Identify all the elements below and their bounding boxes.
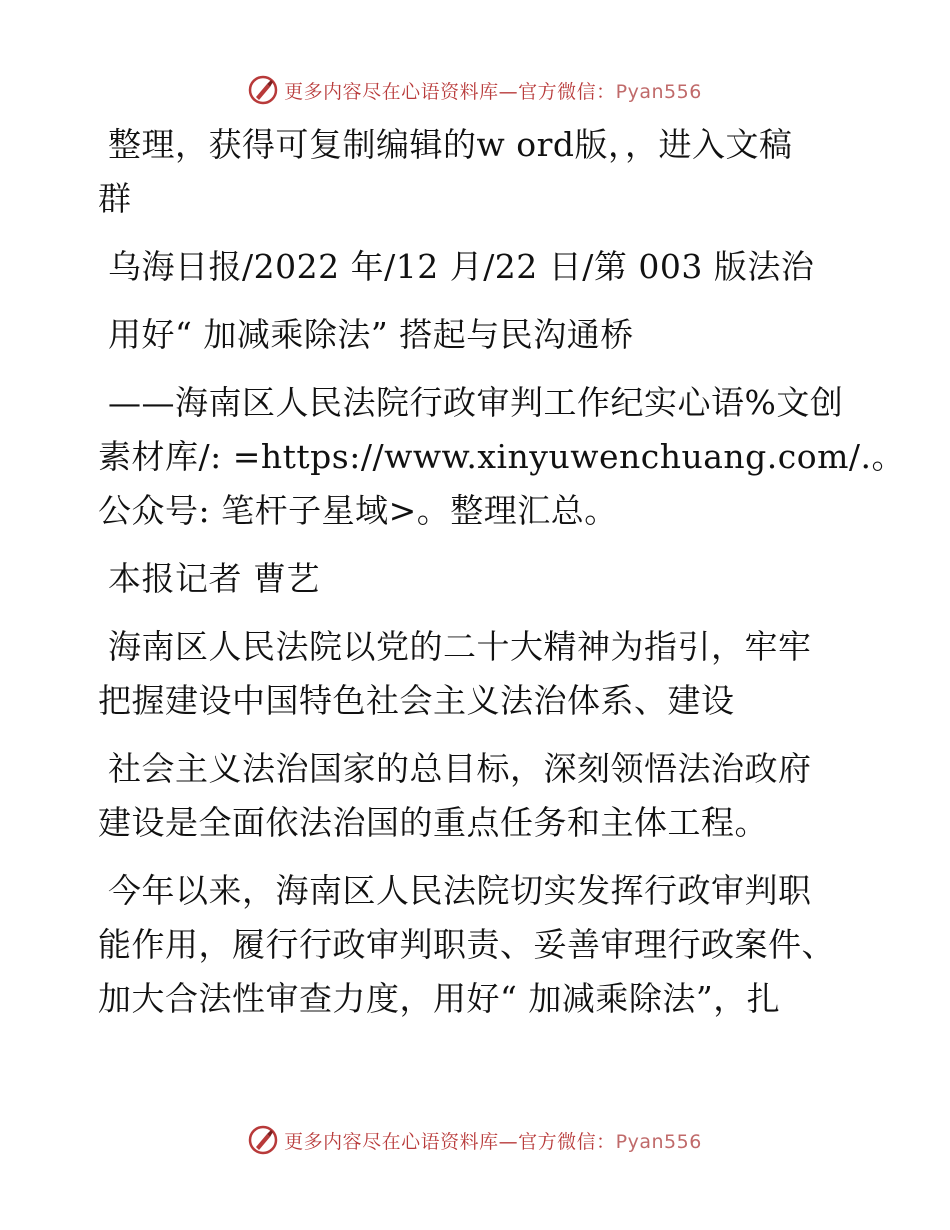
- text-line: 社会主义法治国家的总目标，深刻领悟法治政府: [108, 749, 812, 788]
- byline: [98, 552, 858, 606]
- text-line: 加大合法性审查力度，用好“ 加减乘除法”，扎: [98, 979, 781, 1018]
- footer-banner: [0, 1120, 950, 1160]
- banner-label: 更多内容尽在心语资料库—官方微信：: [284, 80, 616, 103]
- text-line: 本报记者 曹艺: [108, 559, 320, 598]
- article-title: [98, 308, 858, 362]
- text-line: 海南区人民法院以党的二十大精神为指引，牢牢: [108, 627, 812, 666]
- article-subtitle: [98, 376, 906, 538]
- banner-text: [284, 77, 702, 104]
- pen-logo-icon: [248, 75, 278, 105]
- text-line: 今年以来，海南区人民法院切实发挥行政审判职: [108, 871, 812, 910]
- banner-text: [284, 1127, 702, 1154]
- header-banner: [0, 70, 950, 110]
- paragraph-body-1: [98, 620, 858, 728]
- paragraph-body-2: [98, 742, 858, 850]
- text-line: 公众号: 笔杆子星域>。整理汇总。: [98, 491, 618, 530]
- text-line: 能作用，履行行政审判职责、妥善审理行政案件、: [98, 925, 835, 964]
- text-line: 建设是全面依法治国的重点任务和主体工程。: [98, 803, 768, 842]
- paragraph-intro: [98, 118, 858, 226]
- pen-logo-icon: [248, 1125, 278, 1155]
- paragraph-body-3: [98, 864, 858, 1026]
- text-line: 乌海日报/2022 年/12 月/22 日/第 003 版法治: [108, 247, 815, 286]
- banner-label: 更多内容尽在心语资料库—官方微信：: [284, 1130, 616, 1153]
- paragraph-source: [98, 240, 858, 294]
- text-line: 群: [98, 179, 132, 218]
- wechat-id: Pyan556: [615, 1130, 702, 1153]
- text-line: 素材库/: =https://www.xinyuwenchuang.com/.。: [98, 437, 906, 476]
- document-body: [98, 118, 906, 1040]
- text-line: 整理，获得可复制编辑的w ord版，，进入文稿: [108, 125, 793, 164]
- text-line: 用好“ 加减乘除法” 搭起与民沟通桥: [108, 315, 634, 354]
- text-line: 把握建设中国特色社会主义法治体系、建设: [98, 681, 735, 720]
- text-line: ——海南区人民法院行政审判工作纪实心语%文创: [108, 383, 844, 422]
- wechat-id: Pyan556: [615, 80, 702, 103]
